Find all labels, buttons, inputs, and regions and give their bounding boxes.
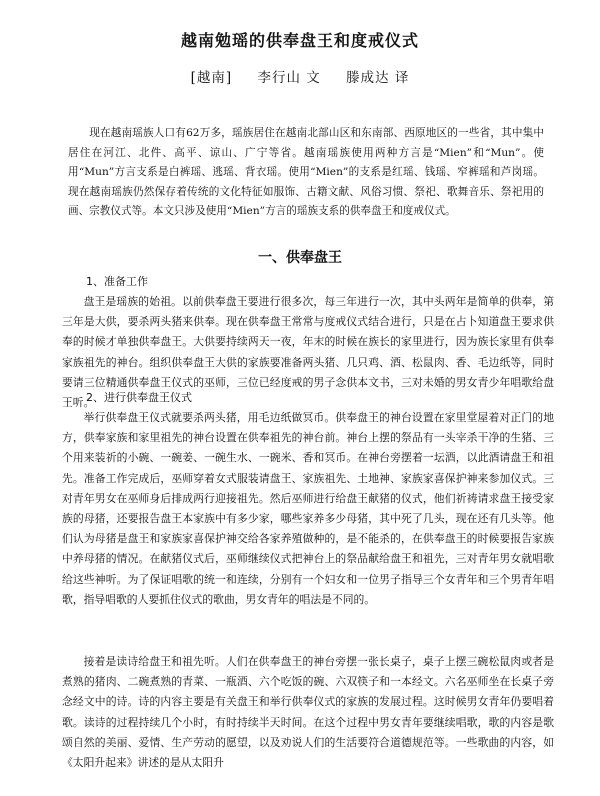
section-heading: 一、供奉盘王: [258, 250, 342, 266]
byline-country: [越南]: [190, 70, 233, 86]
subsection-heading-preparation: 1、准备工作: [86, 275, 148, 288]
body-paragraph: 举行供奉盘王仪式就要杀两头猪，用毛边纸做冥币。供奉盘王的神台设置在家里堂屋着对正门的地方，供奉家族和家里祖先的神台设置在供奉祖先的神台前。神台上摆的祭品有一头宰杀干净的生猪、三个用来装祈的小碗、一碗姜、一碗生水、一碗米、香和冥币。在神台旁摆着一坛酒，以此酒请盘王和祖先。准备工作完成后，巫师穿着女式服装请盘王、家族祖先、土地神、家族家喜保护神来参加仪式。三对青年男女在巫师身后排成两行迎接祖先。然后巫师进行给盘王献猪的仪式，他们祈祷请求盘王接受家族的母猪，还要报告盘王本家族中有多少家，哪些家养多少母猪，其中死了几头，现在还有几头等。他们认为母猪是盘王和家族家喜保护神交给各家养殖做种的，是不能杀的，在供奉盘王的时候要报告家族中养母猪的情况。在献猪仪式后，巫师继续仪式把神台上的祭品献给盘王和祖先，三对青年男女就唱歌给这些神听。为了保证唱歌的统一和连续，分别有一个妇女和一位男子指导三个女青年和三个男青年唱歌，指导唱歌的人要抓住仪式的歌曲，男女青年的唱法是不同的。: [62, 411, 554, 606]
byline-translator: 滕成达 译: [346, 70, 410, 86]
article-title: 越南勉瑶的供奉盘王和度戒仪式: [180, 31, 419, 50]
body-paragraph: 盘王是瑶族的始祖。以前供奉盘王要进行很多次，每三年进行一次，其中头两年是简单的供奉，第三年是大供，要杀两头猪来供奉。现在供奉盘王常常与度戒仪式结合进行，只是在占卜知道盘王要求供奉的时候才单独供奉盘王。大供要持续两天一夜，年末的时候在族长的家里进行，因为族长家里有供奉家族祖先的神台。组织供奉盘王大供的家族要准备两头猪、几只鸡、酒、松鼠肉、香、毛边纸等，同时要请三位精通供奉盘王仪式的巫师，三位已经度戒的男子念供本文书，三对未婚的男女青少年唱歌给盘王听。: [62, 295, 554, 410]
body-paragraph: 接着是读诗给盘王和祖先听。人们在供奉盘王的神台旁摆一张长桌子，桌子上摆三碗松鼠肉或者是煮熟的猪肉、二碗煮熟的青菜、一瓶酒、六个吃饭的碗、六双筷子和一本经文。六名巫师坐在长桌子旁念经文中的诗。诗的内容主要是有关盘王和举行供奉仪式的家族的发展过程。这时候男女青年仍要唱着歌。读诗的过程持续几个小时，有时持续半天时间。在这个过程中男女青年要继续唱歌，歌的内容是歌颂自然的美丽、爱情、生产劳动的愿望，以及劝说人们的生活要符合道德规范等。一些歌曲的内容，如《太阳升起来》讲述的是从太阳升: [62, 655, 554, 770]
byline-author: 李行山 文: [257, 70, 321, 86]
subsection-heading-ceremony: 2、进行供奉盘王仪式: [86, 391, 192, 404]
abstract-paragraph: 现在越南瑶族人口有62万多，瑶族居住在越南北部山区和东南部、西原地区的一些省，其中集中居住在河江、北件、高平、谅山、广宁等省。越南瑶族使用两种方言是“Mien”和“Mun”。使用“Mun”方言支系是白裤瑶、逃瑶、背衣瑶。使用“Mien”的支系是红瑶、钱瑶、窄裤瑶和芦岗瑶。现在越南瑶族仍然保存着传统的文化特征如服饰、古籍文献、风俗习惯、祭祀、歌舞音乐、祭祀用的画、宗教仪式等。本文只涉及使用“Mien”方言的瑶族支系的供奉盘王和度戒仪式。: [68, 127, 544, 217]
byline: [0, 66, 600, 86]
